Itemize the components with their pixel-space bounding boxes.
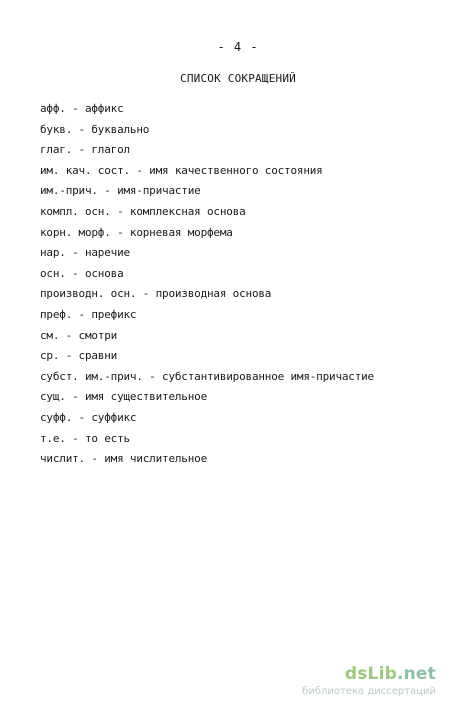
abbreviation-entry: числит. - имя числительное bbox=[40, 452, 207, 466]
site-watermark bbox=[256, 664, 436, 698]
abbreviation-entry: т.е. - то есть bbox=[40, 431, 130, 445]
abbreviation-entry: корн. морф. - корневая морфема bbox=[40, 225, 233, 239]
abbreviation-entry: глаг. - глагол bbox=[40, 143, 130, 157]
abbreviation-entry: производн. осн. - производная основа bbox=[40, 287, 272, 301]
site-caption: библиотека диссертаций bbox=[302, 686, 436, 697]
site-logo-name: dsLib bbox=[344, 664, 397, 684]
abbreviation-entry: им.-прич. - имя-причастие bbox=[40, 184, 201, 198]
page-number: - 4 - bbox=[217, 40, 259, 54]
site-logo-domain: .net bbox=[396, 664, 436, 684]
abbreviation-entry: преф. - префикс bbox=[40, 307, 137, 321]
abbreviation-entry: см. - смотри bbox=[40, 328, 118, 342]
abbreviation-entry: ср. - сравни bbox=[40, 349, 118, 363]
abbreviation-entry: субст. им.-прич. - субстантивированное имя-причастие bbox=[40, 369, 374, 383]
abbreviation-entry: осн. - основа bbox=[40, 266, 124, 280]
abbreviation-entry: компл. осн. - комплексная основа bbox=[40, 204, 246, 218]
abbreviation-entry: суфф. - суффикс bbox=[40, 410, 137, 424]
abbreviation-entry: букв. - буквально bbox=[40, 122, 150, 136]
page-title: СПИСОК СОКРАЩЕНИЙ bbox=[180, 72, 296, 85]
abbreviation-list bbox=[40, 102, 440, 473]
abbreviation-entry: им. кач. сост. - имя качественного состояния bbox=[40, 163, 323, 177]
abbreviation-entry: афф. - аффикс bbox=[40, 102, 124, 115]
abbreviation-entry: нар. - наречие bbox=[40, 246, 130, 260]
site-logo bbox=[256, 664, 436, 684]
abbreviation-entry: сущ. - имя существительное bbox=[40, 390, 207, 404]
